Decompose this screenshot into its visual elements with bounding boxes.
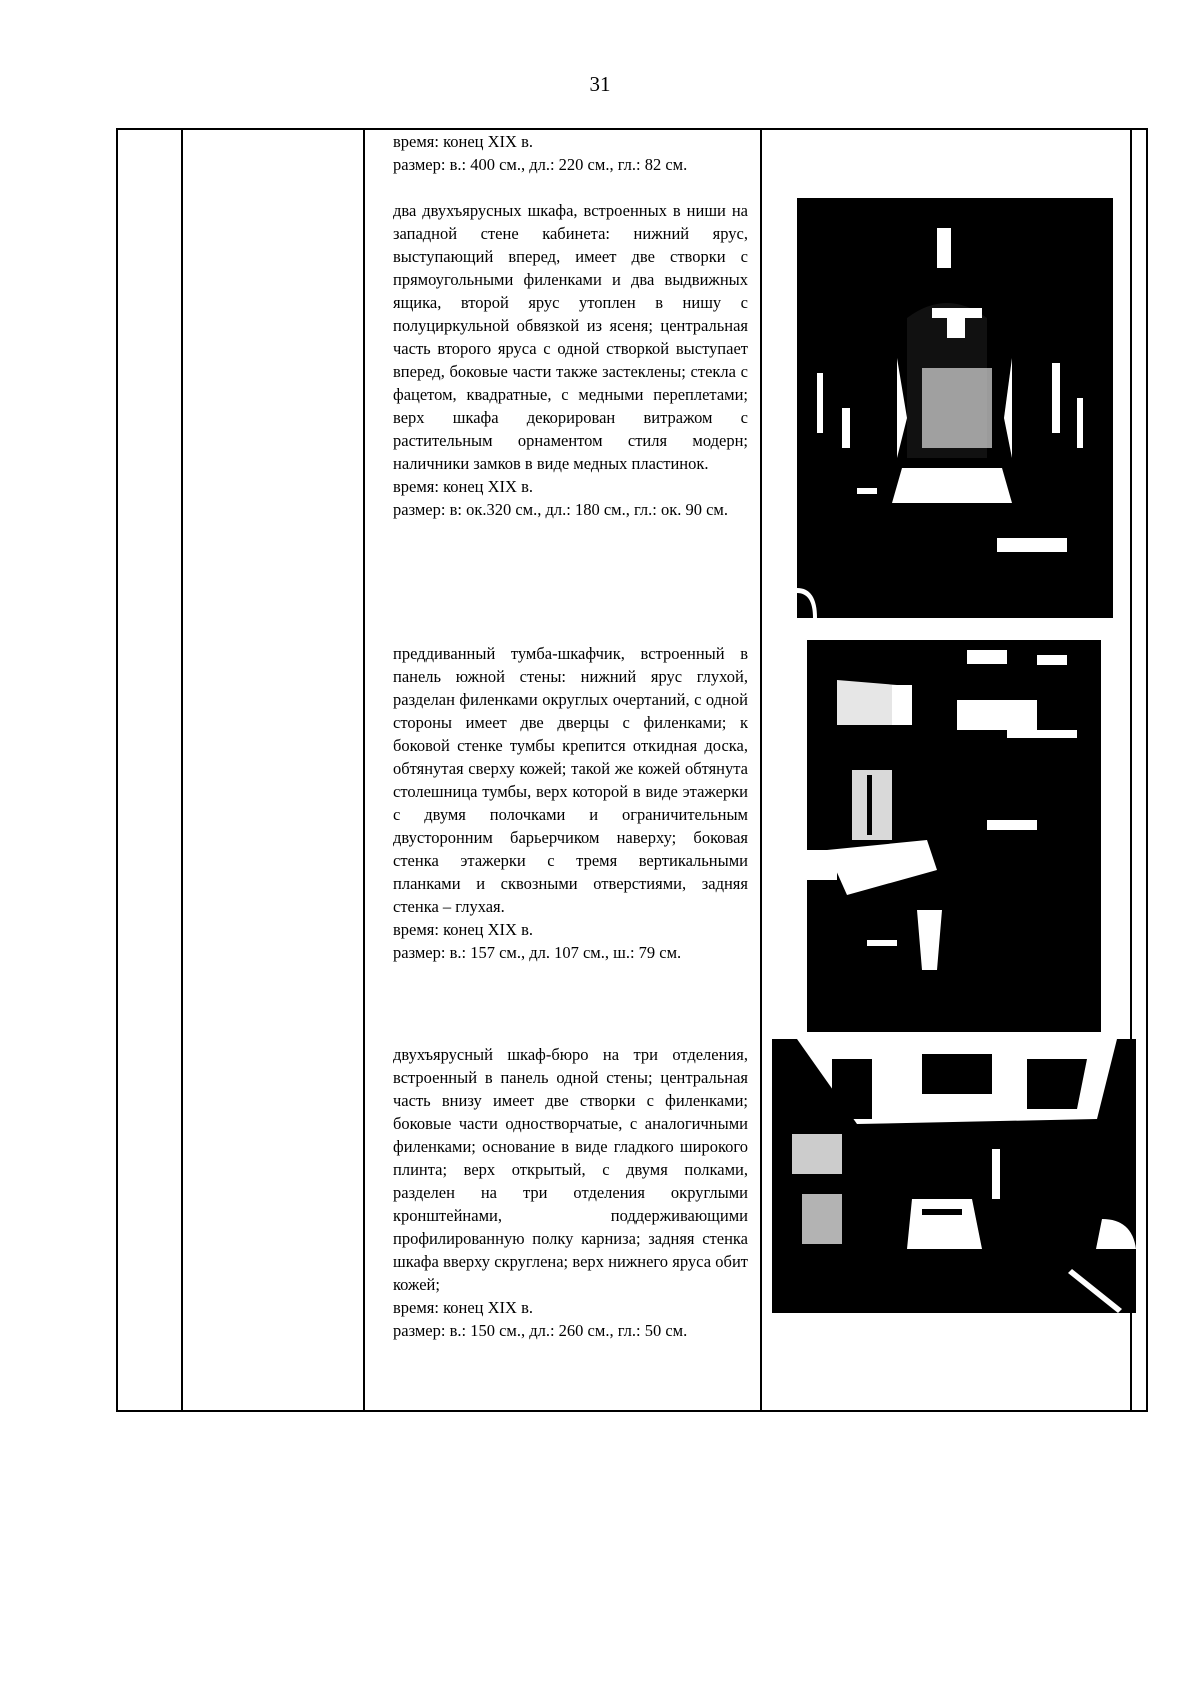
entry-size: размер: в: ок.320 см., дл.: 180 см., гл.: ок. 90 см. xyxy=(393,500,728,519)
column-divider xyxy=(363,130,365,1410)
entry-time: время: конец XIX в. xyxy=(393,477,534,496)
entry-time: время: конец XIX в. xyxy=(393,132,534,151)
entry-description: двухъярусный шкаф-бюро на три отделения, встроенный в панель одной стены; центральная часть внизу имеет две створки с филенками; боковые части одностворчатые, с аналогичными филенками; основание в виде гладкого широкого плинта; верх открытый, с двумя полками, разделен на три отделения округлыми кронштейнами, поддерживающими профилированную полку карниза; задняя стенка шкафа вверху скруглена; верх нижнего яруса обит кожей; xyxy=(393,1045,748,1294)
entry-time: время: конец XIX в. xyxy=(393,920,534,939)
entry-size: размер: в.: 400 см., дл.: 220 см., гл.: 82 см. xyxy=(393,155,688,174)
entry-continued xyxy=(393,130,748,176)
entry-sofa-cabinet xyxy=(393,642,748,964)
page-number: 31 xyxy=(589,72,611,96)
photo-two-tier-cabinets xyxy=(797,198,1113,618)
photo-bureau-cabinet xyxy=(772,1039,1136,1313)
entry-size: размер: в.: 157 см., дл. 107 см., ш.: 79 см. xyxy=(393,943,682,962)
entry-two-tier-cabinets xyxy=(393,199,748,521)
photo-sofa-cabinet xyxy=(807,640,1101,1032)
entry-bureau-cabinet xyxy=(393,1043,748,1342)
entry-description: два двухъярусных шкафа, встроенных в ниши на западной стене кабинета: нижний ярус, выступающий вперед, имеет две створки с прямоугольными филенками и два выдвижных ящика, второй ярус утоплен в нишу с полуциркульной обвязкой из ясеня; центральная часть второго яруса с одной створкой выступает вперед, боковые части также застеклены; стекла с фацетом, квадратные, с медными переплетами; верх шкафа декорирован витражом с растительным орнаментом стиля модерн; наличники замков в виде медных пластинок. xyxy=(393,201,748,473)
column-divider xyxy=(181,130,183,1410)
entry-time: время: конец XIX в. xyxy=(393,1298,534,1317)
entry-size: размер: в.: 150 см., дл.: 260 см., гл.: 50 см. xyxy=(393,1321,688,1340)
column-divider xyxy=(760,130,762,1410)
entry-description: преддиванный тумба-шкафчик, встроенный в панель южной стены: нижний ярус глухой, разделан филенками округлых очертаний, с одной стороны имеет две дверцы с филенками; к боковой стенке тумбы крепится откидная доска, обтянутая сверху кожей; такой же кожей обтянута столешница тумбы, верх которой в виде этажерки с двумя полочками и ограничительным двусторонним барьерчиком наверху; боковая стенка этажерки с тремя вертикальными планками и сквозными отверстиями, задняя стенка – глухая. xyxy=(393,644,748,916)
